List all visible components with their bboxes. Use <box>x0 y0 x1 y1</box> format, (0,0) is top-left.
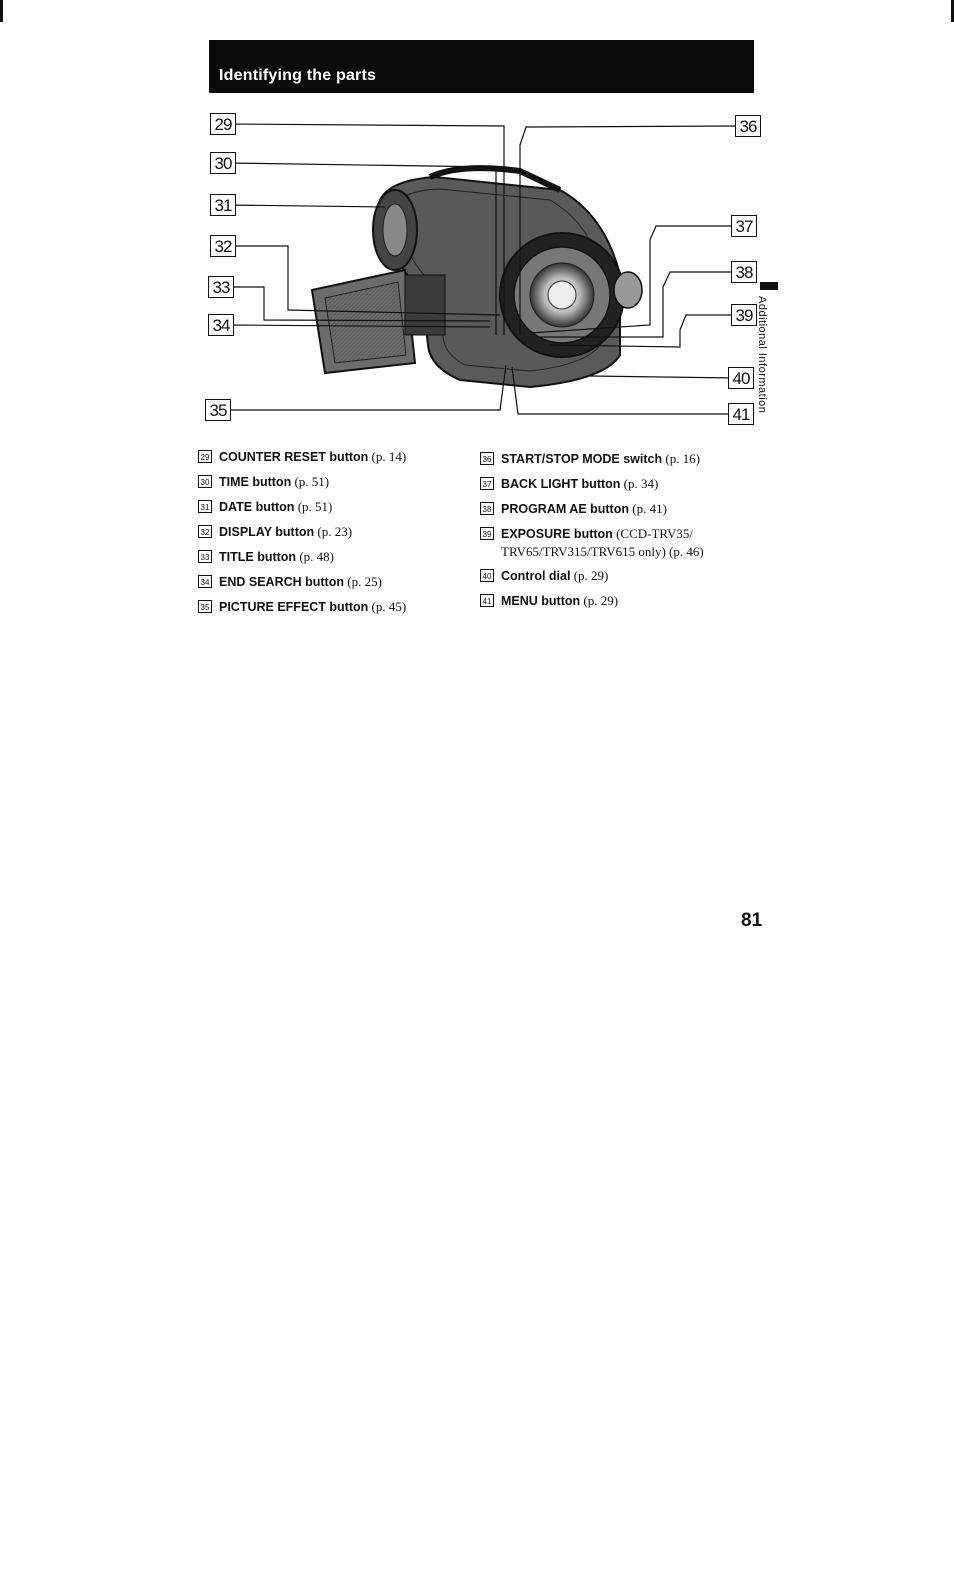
legend-item <box>480 500 750 518</box>
legend-number: 35 <box>198 600 212 613</box>
legend-number: 34 <box>198 575 212 588</box>
legend-item <box>198 523 468 541</box>
legend-part-name: MENU button <box>501 594 581 608</box>
legend-page-ref: (p. 29) <box>583 593 619 608</box>
legend-page-ref: (p. 25) <box>347 574 382 589</box>
legend-right-column <box>480 450 750 617</box>
legend-number: 40 <box>480 569 494 582</box>
legend-item <box>480 525 750 560</box>
legend-part-name: BACK LIGHT button <box>501 477 621 491</box>
callout-33: 33 <box>208 276 234 298</box>
legend-item <box>198 573 468 591</box>
legend-number: 36 <box>480 452 494 465</box>
callout-39: 39 <box>731 304 757 326</box>
legend-item <box>480 567 750 585</box>
legend-number: 30 <box>198 475 212 488</box>
callout-31: 31 <box>210 194 236 216</box>
callout-29: 29 <box>210 113 236 135</box>
page-number: 81 <box>741 910 763 931</box>
callout-38: 38 <box>731 261 757 283</box>
legend-part-name: START/STOP MODE switch <box>501 452 663 466</box>
section-header <box>209 40 754 93</box>
legend-item <box>480 450 750 468</box>
legend-part-name: TIME button <box>219 475 292 489</box>
callout-41: 41 <box>728 403 754 425</box>
legend-part-name: PROGRAM AE button <box>501 502 629 516</box>
callout-37: 37 <box>731 215 757 237</box>
legend-item <box>198 498 468 516</box>
legend-number: 38 <box>480 502 494 515</box>
legend-page-ref: (p. 16) <box>665 451 701 466</box>
legend-part-name: COUNTER RESET button <box>219 450 369 464</box>
legend-number: 37 <box>480 477 494 490</box>
camcorder-diagram <box>200 105 770 435</box>
callout-40: 40 <box>728 367 754 389</box>
legend-part-name: DISPLAY button <box>219 525 315 539</box>
legend-item <box>198 448 468 466</box>
legend-page-ref: (p. 29) <box>573 568 609 583</box>
legend-number: 32 <box>198 525 212 538</box>
callout-36: 36 <box>735 115 761 137</box>
legend-item <box>198 548 468 566</box>
legend-number: 39 <box>480 527 494 540</box>
legend-item <box>198 473 468 491</box>
camcorder-illustration <box>200 105 770 435</box>
legend-page-ref: (p. 48) <box>299 549 334 564</box>
side-tab-marker <box>760 282 778 290</box>
legend-page-ref: (p. 51) <box>294 474 330 489</box>
legend-number: 31 <box>198 500 212 513</box>
legend-page-ref: (p. 34) <box>623 476 659 491</box>
legend-page-ref: (p. 45) <box>371 599 407 614</box>
callout-30: 30 <box>210 152 236 174</box>
legend-item <box>480 475 750 493</box>
legend-number: 41 <box>480 594 494 607</box>
legend-part-name: EXPOSURE button <box>501 527 613 541</box>
legend-number: 29 <box>198 450 212 463</box>
side-section-label: Additional Information <box>756 296 768 414</box>
callout-34: 34 <box>208 314 234 336</box>
lcd-panel <box>312 270 445 373</box>
section-title: Identifying the parts <box>219 67 377 84</box>
legend-left-column <box>198 448 468 623</box>
legend-item <box>198 598 468 616</box>
callout-35: 35 <box>205 399 231 421</box>
legend-part-name: PICTURE EFFECT button <box>219 600 369 614</box>
legend-part-name: DATE button <box>219 500 295 514</box>
legend-page-ref: (CCD-TRV35/ TRV65/TRV315/TRV615 only) (p. 46) <box>501 526 704 559</box>
legend-item <box>480 592 750 610</box>
legend-part-name: END SEARCH button <box>219 575 344 589</box>
legend-part-name: Control dial <box>501 569 571 583</box>
legend-number: 33 <box>198 550 212 563</box>
legend-page-ref: (p. 14) <box>371 449 407 464</box>
legend-page-ref: (p. 41) <box>632 501 667 516</box>
legend-page-ref: (p. 51) <box>297 499 333 514</box>
page-edge-mark-left <box>0 0 3 22</box>
legend-page-ref: (p. 23) <box>317 524 353 539</box>
callout-32: 32 <box>210 235 236 257</box>
legend-part-name: TITLE button <box>219 550 297 564</box>
